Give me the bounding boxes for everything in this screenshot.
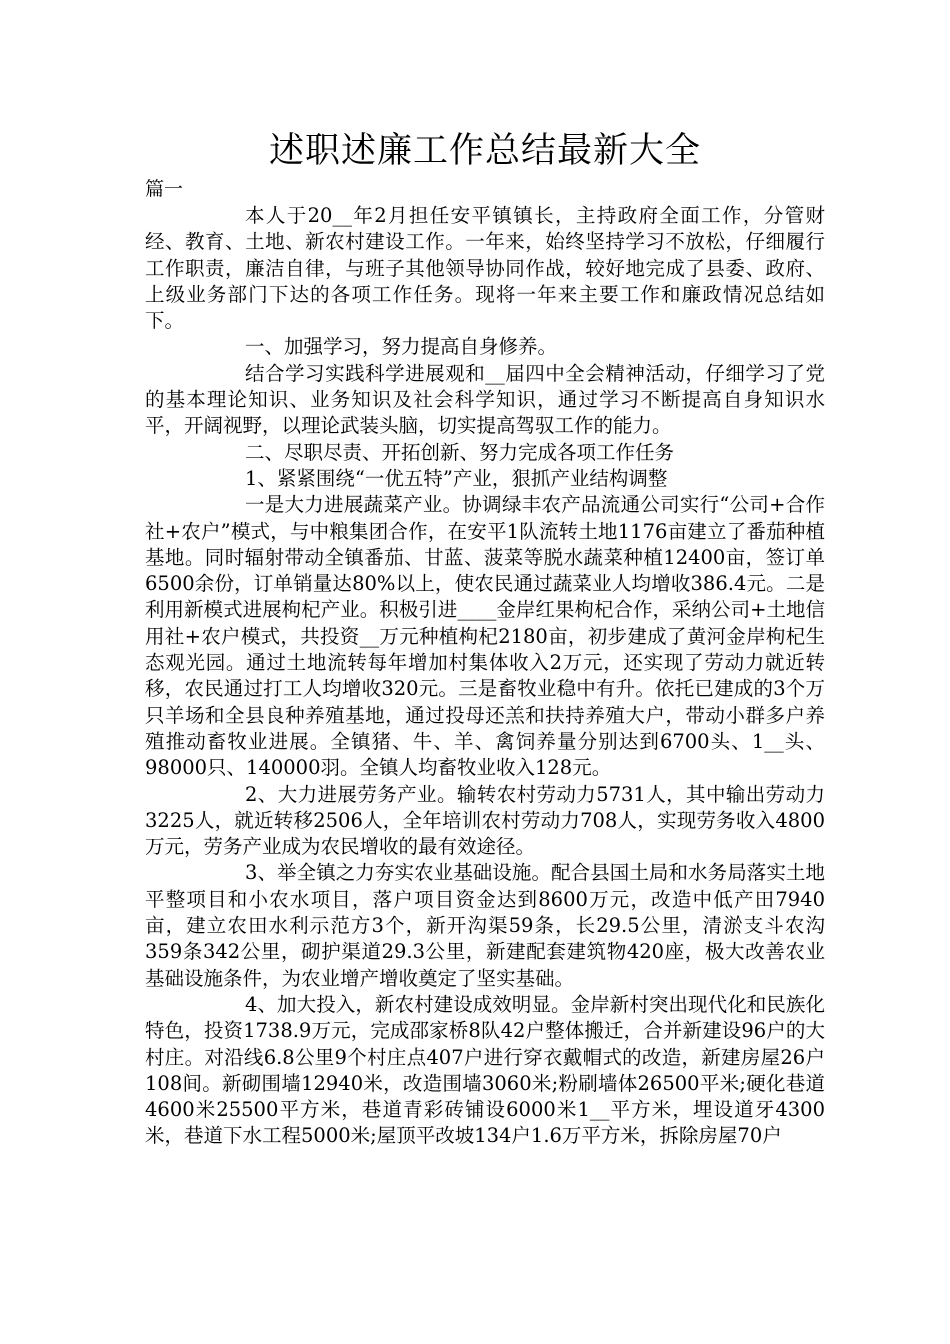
paragraph-labor: 2、大力进展劳务产业。输转农村劳动力5731人，其中输出劳动力3225人，就近转移2506人，全年培训农村劳动力708人，实现劳务收入4800万元，劳务产业成为农民增收的最有效途径。 [145,782,825,859]
section-label: 篇一 [145,178,184,200]
paragraph-study: 结合学习实践科学进展观和__届四中全会精神活动，仔细学习了党的基本理论知识、业务知识及社会科学知识，通过学习不断提高自身知识水平，开阔视野，以理论武装头脑，切实提高驾驭工作的能力。 [145,361,825,438]
paragraph-new-village: 4、加大投入，新农村建设成效明显。金岸新村突出现代化和民族化特色，投资1738.9万元，完成邵家桥8队42户整体搬迁，合并新建设96户的大村庄。对沿线6.8公里9个村庄点407户进行穿衣戴帽式的改造，新建房屋26户108间。新砌围墙12940米，改造围墙3060米;粉刷墙体26500平米;硬化巷道4600米25500平方米，巷道青彩砖铺设6000米1__平方米，埋设道牙4300米，巷道下水工程5000米;屋顶平改坡134户1.6万平方米，拆除房屋70户 [145,992,825,1148]
document-page [145,128,825,1150]
document-title: 述职述廉工作总结最新大全 [268,131,701,171]
heading-study: 一、加强学习，努力提高自身修养。 [245,335,558,359]
paragraph-intro: 本人于20__年2月担任安平镇镇长，主持政府全面工作，分管财经、教育、土地、新农村建设工作。一年来，始终坚持学习不放松，仔细履行工作职责，廉洁自律，与班子其他领导协同作战，较好地完成了县委、政府、上级业务部门下达的各项工作任务。现将一年来主要工作和廉政情况总结如下。 [145,204,825,333]
paragraph-industry: 一是大力进展蔬菜产业。协调绿丰农产品流通公司实行“公司+合作社+农户”模式，与中粮集团合作，在安平1队流转土地1176亩建立了番茄种植基地。同时辐射带动全镇番茄、甘蓝、菠菜等脱水蔬菜种植12400亩，签订单6500余份，订单销量达80%以上，使农民通过蔬菜业人均增收386.4元。二是利用新模式进展枸杞产业。积极引进____金岸红果枸杞合作，采纳公司+土地信用社+农户模式，共投资__万元种植枸杞2180亩，初步建成了黄河金岸枸杞生态观光园。通过土地流转每年增加村集体收入2万元，还实现了劳动力就近转移，农民通过打工人均增收320元。三是畜牧业稳中有升。依托已建成的3个万只羊场和全县良种养殖基地，通过投母还羔和扶持养殖大户，带动小群多户养殖推动畜牧业进展。全镇猪、牛、羊、禽饲养量分别达到6700头、1__头、98000只、140000羽。全镇人均畜牧业收入128元。 [145,493,825,780]
paragraph-infrastructure: 3、举全镇之力夯实农业基础设施。配合县国土局和水务局落实土地平整项目和小农水项目，落户项目资金达到8600万元，改造中低产田7940亩，建立农田水利示范方3个，新开沟渠59条，长29.5公里，清淤支斗农沟359条342公里，砌护渠道29.3公里，新建配套建筑物420座，极大改善农业基础设施条件，为农业增产增收奠定了坚实基础。 [145,861,825,990]
subheading-industry: 1、紧紧围绕“一优五特”产业，狠抓产业结构调整 [245,466,668,490]
heading-duties: 二、尽职尽责、开拓创新、努力完成各项工作任务 [245,440,675,464]
